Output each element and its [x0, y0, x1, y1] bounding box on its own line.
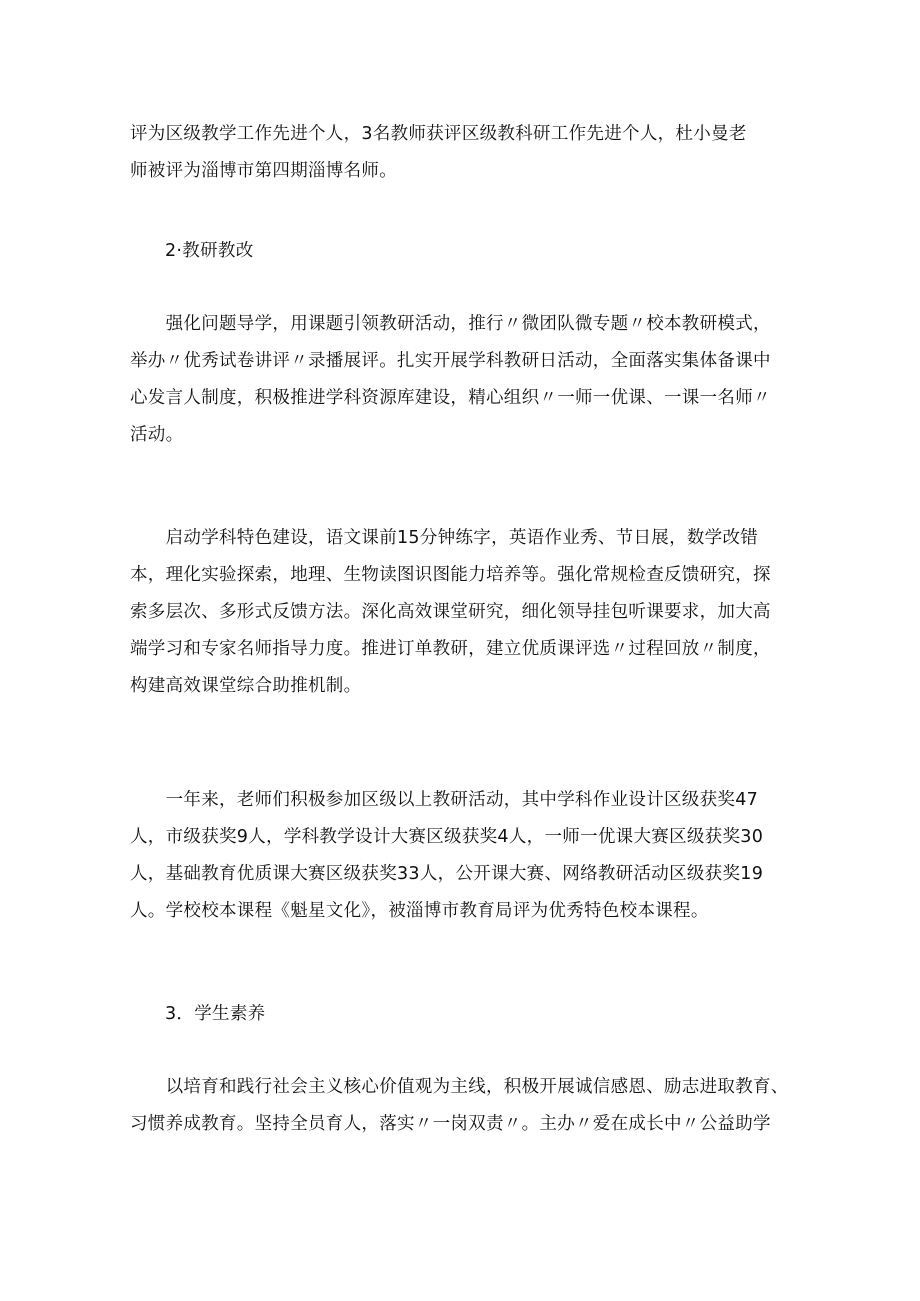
text-line: 端学习和专家名师指导力度。推进订单教研，建立优质课评选〃过程回放〃制度，	[130, 639, 771, 659]
paragraph-core-values	[130, 1069, 802, 1143]
heading-text: 2·教研教改	[165, 241, 254, 261]
text-line: 本，理化实验探索，地理、生物读图识图能力培养等。强化常规检查反馈研究，探	[130, 565, 771, 585]
text-line: 索多层次、多形式反馈方法。深化高效课堂研究，细化领导挂包听课要求，加大高	[130, 602, 771, 622]
text-line: 强化问题导学，用课题引领教研活动，推行〃微团队微专题〃校本教研模式，	[130, 314, 771, 334]
text-line: 启动学科特色建设，语文课前15分钟练字，英语作业秀、节日展，数学改错	[130, 528, 759, 548]
heading-text: 3．学生素养	[165, 1004, 266, 1024]
text-line: 心发言人制度，积极推进学科资源库建设，精心组织〃一师一优课、一课一名师〃	[130, 388, 771, 408]
section-heading-teaching-research	[165, 233, 254, 270]
text-line: 师被评为淄博市第四期淄博名师。	[130, 161, 397, 181]
text-line: 一年来，老师们积极参加区级以上教研活动，其中学科作业设计区级获奖47	[130, 790, 759, 810]
text-line: 习惯养成教育。坚持全员育人，落实〃一岗双责〃。主办〃爱在成长中〃公益助学	[130, 1114, 771, 1134]
text-line: 举办〃优秀试卷讲评〃录播展评。扎实开展学科教研日活动，全面落实集体备课中	[130, 351, 771, 371]
section-heading-student-quality	[165, 996, 265, 1033]
paragraph-problem-guided-learning	[130, 306, 802, 454]
text-line: 评为区级教学工作先进个人，3名教师获评区级教科研工作先进个人，杜小曼老	[130, 124, 747, 144]
text-line: 活动。	[130, 425, 184, 445]
paragraph-award-results	[130, 116, 802, 190]
text-line: 以培育和践行社会主义核心价值观为主线，积极开展诚信感恩、励志进取教育、	[130, 1077, 789, 1097]
text-line: 人，市级获奖9人，学科教学设计大赛区级获奖4人，一师一优课大赛区级获奖30	[130, 827, 764, 847]
text-line: 人。学校校本课程《魁星文化》，被淄博市教育局评为优秀特色校本课程。	[130, 901, 709, 921]
text-line: 构建高效课堂综合助推机制。	[130, 676, 362, 696]
paragraph-annual-results	[130, 782, 802, 930]
paragraph-subject-features	[130, 520, 802, 705]
text-line: 人，基础教育优质课大赛区级获奖33人，公开课大赛、网络教研活动区级获奖19	[130, 864, 764, 884]
